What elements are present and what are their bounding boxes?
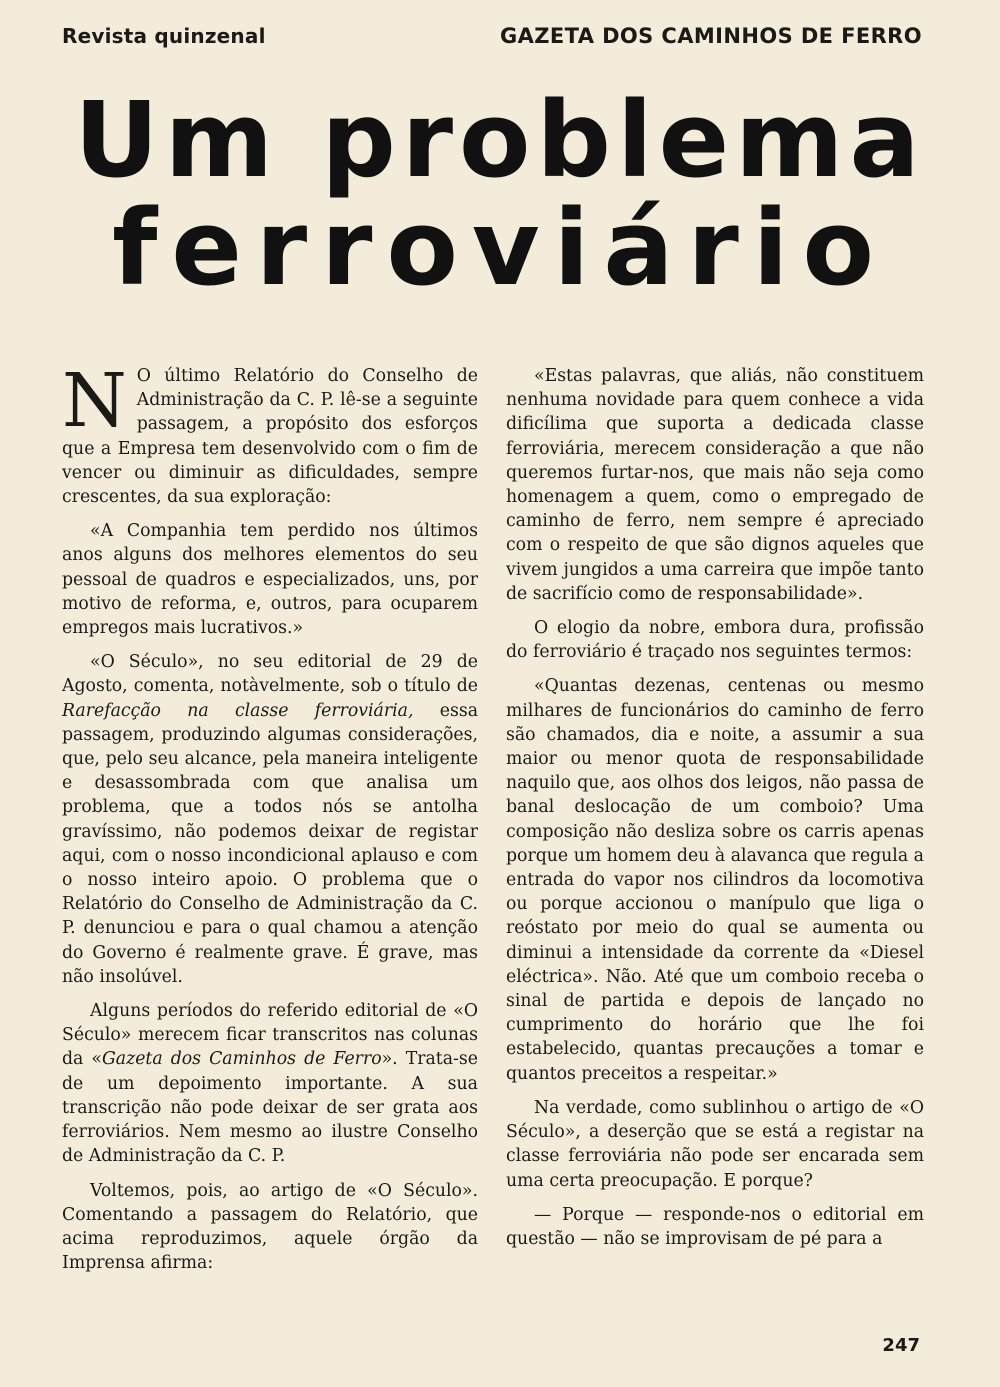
paragraph [62, 999, 478, 1168]
paragraph-text: essa passagem, produzindo algumas considerações, que, pelo seu alcance, pela maneira inteligente e desassombrada com que analisa um problema, que a todos nós se antolha gravíssimo, não podemos deixar de registar aqui, com o nosso incondicional aplauso e com o nosso inteiro apoio. O problema que o Relatório do Conselho de Administração da C. P. denunciou e para o qual chamou a atenção do Governo é realmente grave. É grave, mas não insolúvel. [62, 700, 479, 987]
italic-title: Rarefacção na classe ferroviária, [62, 700, 414, 721]
header-periodicity: Revista quinzenal [62, 24, 266, 48]
paragraph: Na verdade, como sublinhou o artigo de «O Século», a deserção que se está a registar na classe ferroviária não pode ser encarada sem uma certa preocupação. E porque? [506, 1097, 924, 1191]
paragraph-text: O último Relatório do Conselho de Administração da C. P. lê-se a seguinte passagem, a propósito dos esforços que a Empresa tem desenvolvido com o fim de vencer ou diminuir as dificuldades, sempre crescentes, da sua exploração: [62, 366, 478, 508]
article-title-line-2: ferroviário [112, 187, 888, 309]
paragraph: — Porque — responde-nos o editorial em questão — não se improvisam de pé para a [506, 1204, 924, 1249]
italic-title: Gazeta dos Caminhos de Ferro [101, 1049, 382, 1070]
paragraph: Voltemos, pois, ao artigo de «O Século». Comentando a passagem do Relatório, que acima reproduzimos, aquele órgão da Imprensa afirma: [62, 1180, 478, 1274]
paragraph [62, 650, 478, 989]
page-number: 247 [882, 1335, 920, 1356]
right-column [506, 364, 924, 1251]
paragraph [62, 358, 478, 509]
article-title-line-1: Um problema [74, 79, 926, 201]
paragraph: «A Companhia tem perdido nos últimos anos alguns dos melhores elementos do seu pessoal de quadros e especializados, uns, por motivo de reforma, e, outros, para ocuparem empregos mais lucrativos.» [62, 521, 478, 639]
paragraph: «Quantas dezenas, centenas ou mesmo milhares de funcionários do caminho de ferro são chamados, dia e noite, a assumir a sua maior ou menor quota de responsabilidade naquilo que, aos olhos dos leigos, não passa de banal deslocação de um comboio? Uma composição não desliza sobre os carris apenas porque um homem deu à alavanca que regula a entrada do vapor nos cilindros da locomotiva ou porque accionou o manípulo que liga o reóstato por meio do qual se aumenta ou diminui a intensidade da corrente da «Diesel eléctrica». Não. Até que um comboio receba o sinal de partida e depois de lançado no cumprimento do horário que lhe foi estabelecido, quantas precauções a tomar e quantos preceitos a respeitar.» [506, 676, 924, 1084]
paragraph-text: Alguns períodos do referido editorial de «O Século» merecem ficar transcritos nas colunas da « [62, 1001, 478, 1070]
drop-cap: N [62, 358, 127, 444]
paragraph-text: ». Trata-se de um depoimento importante. A sua transcrição não pode deixar de ser grata aos ferroviários. Nem mesmo ao ilustre Conselho de Administração da C. P. [62, 1049, 478, 1167]
paragraph: «Estas palavras, que aliás, não constituem nenhuma novidade para quem conhece a vida dificílima que suporta a dedicada classe ferroviária, merecem consideração a que não queremos furtar-nos, que mais não seja como homenagem a quem, como o empregado de caminho de ferro, nem sempre é apreciado com o respeito de que são dignos aqueles que vivem jungidos a uma carreira que impõe tanto de sacrifício como de responsabilidade». [506, 366, 924, 604]
paragraph: O elogio da nobre, embora dura, profissão do ferroviário é traçado nos seguintes termos: [506, 618, 924, 663]
left-column [62, 358, 479, 1275]
header-publication-title: GAZETA DOS CAMINHOS DE FERRO [499, 24, 922, 48]
paragraph-text: «O Século», no seu editorial de 29 de Agosto, comenta, notàvelmente, sob o título de [62, 652, 478, 697]
